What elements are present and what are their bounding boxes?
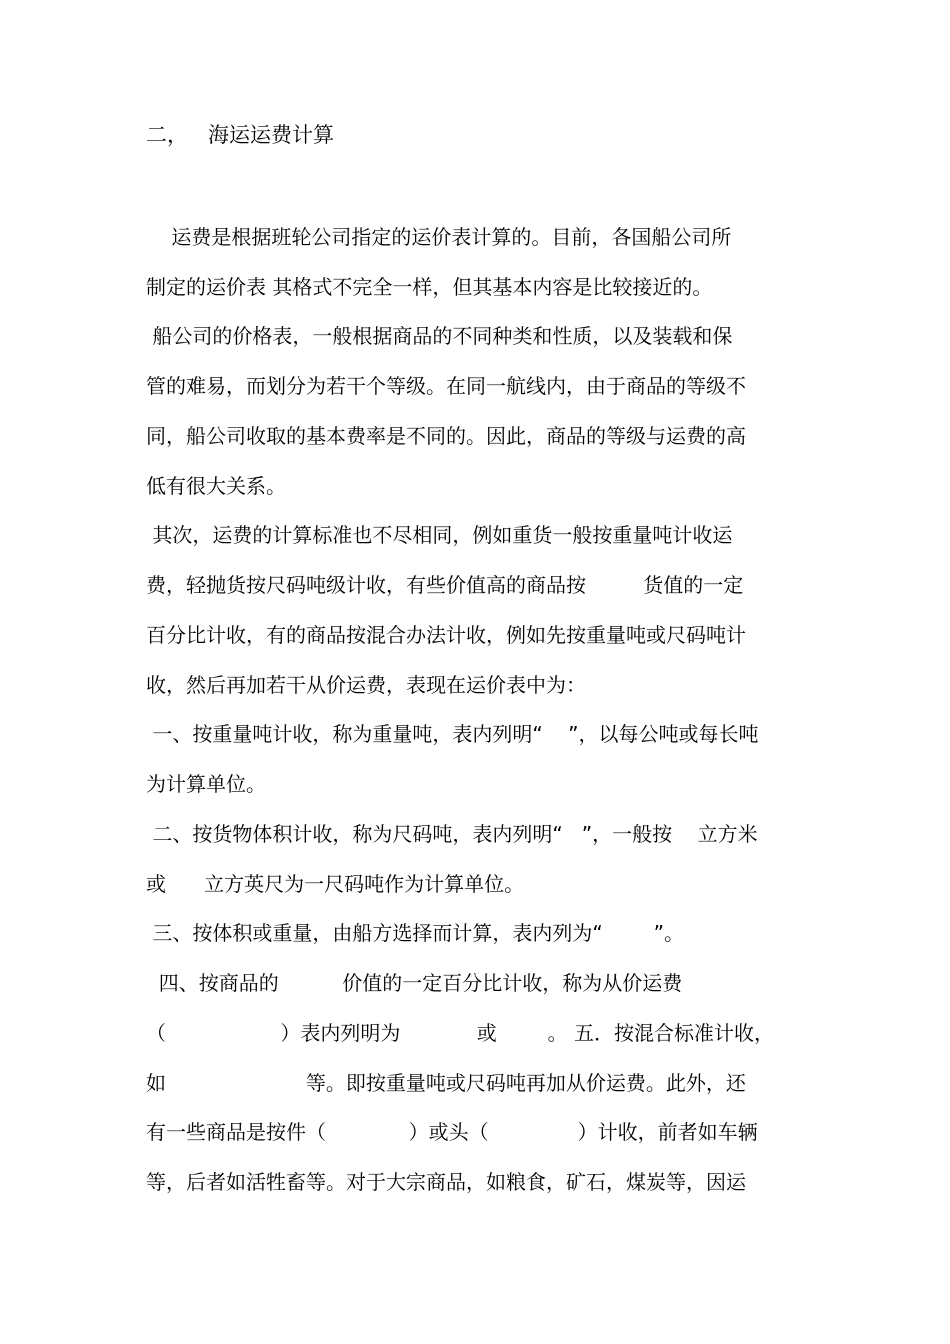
paragraph-line: 其次，运费的计算标准也不尽相同，例如重货一般按重量吨计收运 [146,523,733,547]
paragraph-line: 运费是根据班轮公司指定的运价表计算的。目前，各国船公司所 [146,225,732,249]
paragraph-line: （ ）表内列明为 或 。 五．按混合标准计收， [146,1021,774,1045]
paragraph-line: 有一些商品是按件（ ）或头（ ）计收，前者如车辆 [146,1120,758,1144]
section-heading: 二， 海运运费计算 [146,123,335,147]
paragraph-line: 同，船公司收取的基本费率是不同的。因此，商品的等级与运费的高 [146,424,746,448]
paragraph-line: 四、按商品的 价值的一定百分比计收，称为从价运费 [146,971,683,995]
paragraph-line: 或 立方英尺为一尺码吨作为计算单位。 [146,872,525,896]
paragraph-line: 船公司的价格表，一般根据商品的不同种类和性质，以及装载和保 [146,324,733,348]
paragraph-line: 管的难易，而划分为若干个等级。在同一航线内，由于商品的等级不 [146,374,746,398]
paragraph-line: 二、按货物体积计收，称为尺码吨，表内列明“ ”，一般按 立方米 [146,822,758,846]
paragraph-line: 三、按体积或重量，由船方选择而计算，表内列为“ ”。 [146,921,684,945]
paragraph-line: 收，然后再加若干从价运费，表现在运价表中为： [146,673,586,697]
paragraph-line: 一、按重量吨计收，称为重量吨，表内列明“ ”，以每公吨或每长吨 [146,722,759,746]
paragraph-line: 低有很大关系。 [146,474,286,498]
paragraph-line: 百分比计收，有的商品按混合办法计收，例如先按重量吨或尺码吨计 [146,623,746,647]
paragraph-line: 等，后者如活牲畜等。对于大宗商品，如粮食，矿石，煤炭等，因运 [146,1170,746,1194]
paragraph-line: 费，轻抛货按尺码吨级计收，有些价值高的商品按 货值的一定 [146,573,744,597]
paragraph-line: 为计算单位。 [146,772,266,796]
paragraph-line: 制定的运价表 其格式不完全一样，但其基本内容是比较接近的。 [146,275,713,299]
paragraph-line: 如 等。即按重量吨或尺码吨再加从价运费。此外，还 [146,1071,746,1095]
